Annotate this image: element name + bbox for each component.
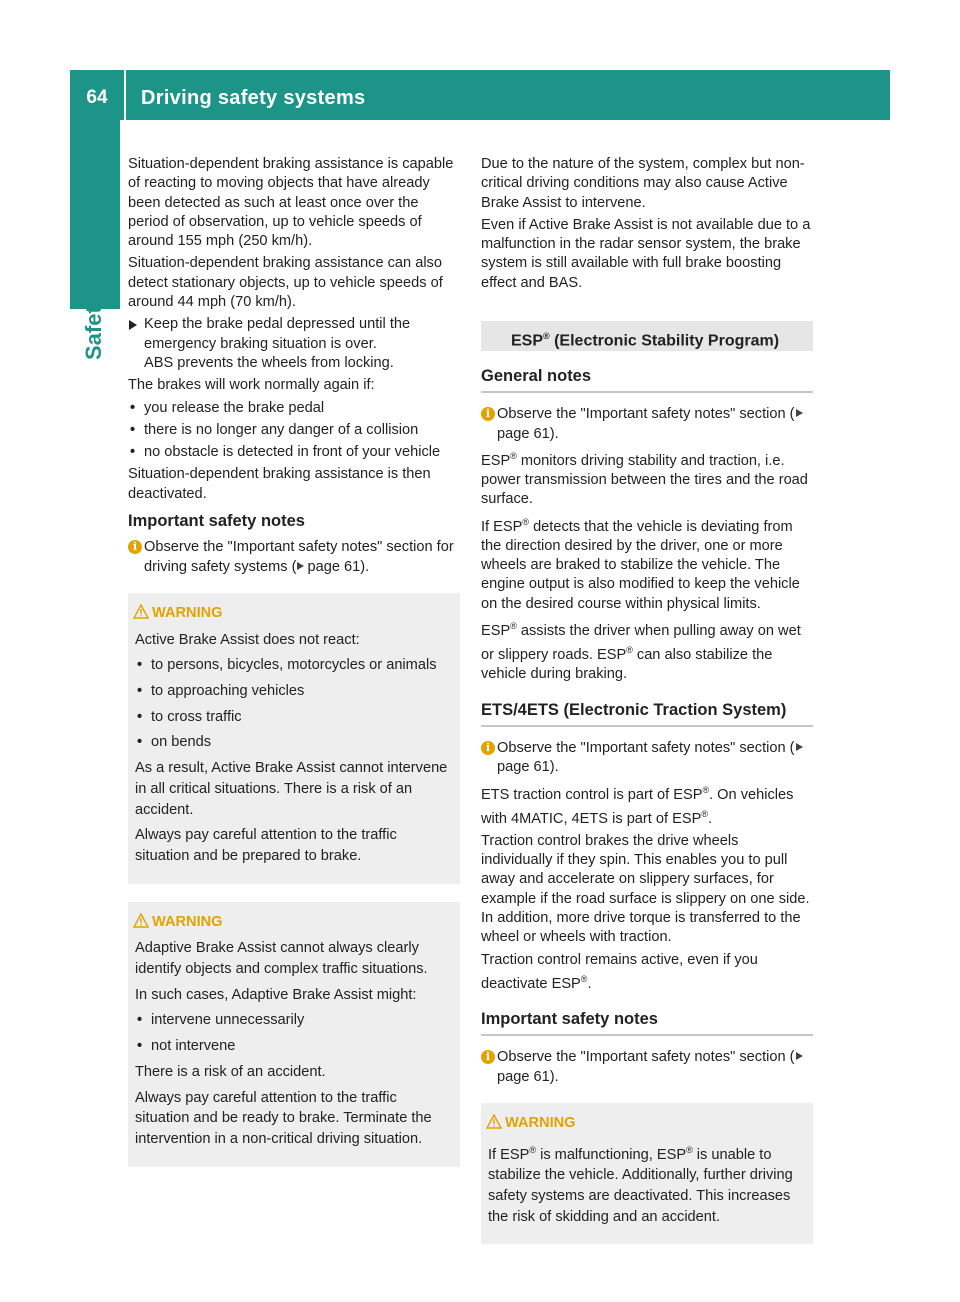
section-heading: General notes [481,367,813,393]
list-item: • there is no longer any danger of a collision [128,421,460,440]
list-item: • to persons, bicycles, motorcycles or animals [135,655,453,676]
warning-box [128,902,460,1167]
arrow-right-icon [129,320,137,330]
list-item: • to approaching vehicles [135,681,453,702]
paragraph: Traction control remains active, even if you deactivate ESP®. [481,951,758,992]
warning-triangle-icon [133,913,149,928]
paragraph: ESP® monitors driving stability and traction, i.e. power transmission between the tires and the road surface. [481,450,808,508]
page-ref-arrow-icon [796,1052,803,1060]
left-column [128,155,460,1183]
right-column [481,155,813,1260]
warning-box [128,593,460,884]
instruction-result: ABS prevents the wheels from locking. [144,354,394,371]
warning-text: As a result, Active Brake Assist cannot intervene in all critical situations. There is a risk of an accident. [135,760,448,818]
info-icon: i [481,407,495,421]
page-number: 64 [86,87,108,108]
info-text: Observe the "Important safety notes" section for driving safety systems ( [144,539,454,575]
paragraph: Situation-dependent braking assistance is capable of reacting to moving objects that have already been detected as such at least once over the period of observation, up to vehicle speeds of around 155 mph (250 km/h). [128,156,454,250]
page-ref-arrow-icon [796,743,803,751]
list-item: • no obstacle is detected in front of your vehicle [128,443,460,462]
warning-triangle-icon [486,1114,502,1129]
paragraph: Situation-dependent braking assistance is then deactivated. [128,466,431,502]
paragraph: The brakes will work normally again if: [128,377,375,394]
info-note: i Observe the "Important safety notes" section (page 61). [481,1048,813,1087]
paragraph: ETS traction control is part of ESP®. On vehicles with 4MATIC, 4ETS is part of ESP®. [481,784,794,827]
section-heading: Important safety notes [128,512,305,531]
header-divider [124,70,126,120]
page-ref-arrow-icon [796,409,803,417]
warning-text: Always pay careful attention to the traffic situation and be ready to brake. Terminate the intervention in a non-critical driving situation. [135,1089,432,1147]
info-note: i Observe the "Important safety notes" section (page 61). [481,739,813,778]
side-tab [70,120,120,309]
page-ref-arrow-icon [297,562,304,570]
instruction-step [128,315,460,373]
warning-text: If ESP® is malfunctioning, ESP® is unable to stabilize the vehicle. Additionally, further driving safety systems are deactivated. This increases the risk of skidding and an accident. [488,1144,793,1225]
warning-triangle-icon [133,604,149,619]
warning-title: WARNING [135,912,453,933]
info-note: i Observe the "Important safety notes" section (page 61). [481,405,813,444]
paragraph: Situation-dependent braking assistance can also detect stationary objects, up to vehicle speeds of around 44 mph (70 km/h). [128,255,443,311]
warning-text: Adaptive Brake Assist cannot always clearly identify objects and complex traffic situations. [135,940,428,978]
list-item: • on bends [135,732,453,753]
section-heading: ETS/4ETS (Electronic Traction System) [481,701,813,727]
warning-title: WARNING [135,603,453,624]
warning-title: WARNING [488,1113,806,1134]
section-heading: Important safety notes [481,1010,813,1036]
warning-text: In such cases, Adaptive Brake Assist might: [135,986,417,1003]
side-tab-label: Safety [81,293,106,360]
info-icon: i [128,540,142,554]
info-icon: i [481,741,495,755]
warning-text: Always pay careful attention to the traffic situation and be prepared to brake. [135,827,397,864]
list-item: • you release the brake pedal [128,399,460,418]
paragraph: If ESP® detects that the vehicle is deviating from the direction desired by the driver, one or more wheels are braked to stabilize the vehicle. The engine output is also modified to keep the vehicle on the desired course within physical limits. [481,516,800,612]
list-item: • to cross traffic [135,707,453,728]
info-note [128,538,460,577]
page-ref-link[interactable]: page 61). [497,1068,559,1085]
page-ref-link[interactable]: page 61). [307,558,370,575]
list-item: • intervene unnecessarily [135,1010,453,1031]
chapter-title: Driving safety systems [141,87,366,109]
paragraph: Due to the nature of the system, complex but non-critical driving conditions may also cause Active Brake Assist to intervene. [481,156,805,211]
info-icon: i [481,1050,495,1064]
page-ref-link[interactable]: page 61). [497,425,559,442]
instruction-text: Keep the brake pedal depressed until the emergency braking situation is over. [144,316,411,352]
warning-box [481,1103,813,1244]
paragraph: ESP® assists the driver when pulling away on wet or slippery roads. ESP® can also stabilize the vehicle during braking. [481,621,801,683]
paragraph: Even if Active Brake Assist is not available due to a malfunction in the radar sensor system, the brake system is still available with full brake boosting effect and BAS. [481,216,811,291]
page-ref-link[interactable]: page 61). [497,759,559,776]
warning-text: Active Brake Assist does not react: [135,631,360,648]
list-item: • not intervene [135,1036,453,1057]
warning-text: There is a risk of an accident. [135,1063,326,1080]
section-band: ESP® (Electronic Stability Program) [481,321,813,351]
paragraph: Traction control brakes the drive wheels individually if they spin. This enables you to pull away and accelerate on slippery surfaces, for example if the road surface is slippery on one side. In addition, more drive torque is transferred to the wheel or wheels with traction. [481,832,810,946]
